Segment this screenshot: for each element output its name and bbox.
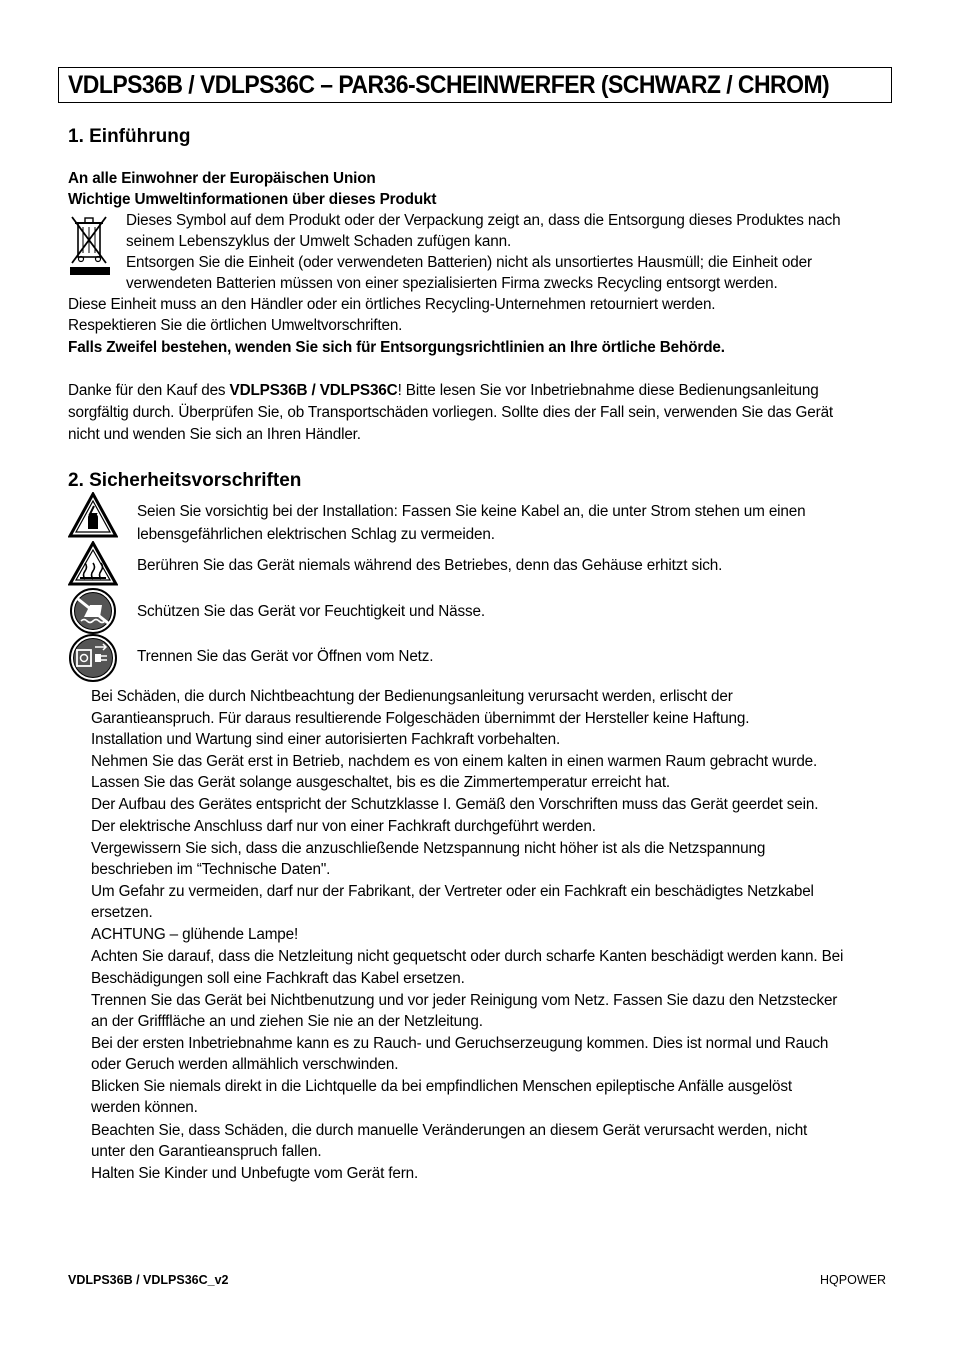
safety-body-line: Beschädigungen soll eine Fachkraft das Kabel ersetzen. — [91, 970, 465, 987]
safety-body-line: Bei der ersten Inbetriebnahme kann es zu Rauch- und Geruchserzeugung kommen. Dies ist normal und Rauch — [91, 1035, 829, 1052]
thanks-post: ! Bitte lesen Sie vor Inbetriebnahme diese Bedienungsanleitung — [397, 382, 819, 399]
safety-text-line: Berühren Sie das Gerät niemals während des Betriebes, denn das Gehäuse erhitzt sich. — [137, 557, 723, 574]
safety-body-line: Garantieanspruch. Für daraus resultierende Folgeschäden übernimmt der Hersteller keine Haftung. — [91, 710, 750, 727]
thanks-model: VDLPS36B / VDLPS36C — [229, 382, 398, 399]
safety-body-line: an der Grifffläche an und ziehen Sie nie an der Netzleitung. — [91, 1013, 483, 1030]
disconnect-mains-icon — [68, 633, 118, 683]
weee-text-line: Entsorgen Sie die Einheit (oder verwendeten Batterien) nicht als unsortiertes Hausmüll; die Einheit oder — [126, 254, 812, 271]
safety-body-line: Bei Schäden, die durch Nichtbeachtung der Bedienungsanleitung verursacht werden, erlischt der — [91, 688, 733, 705]
safety-text-line: Trennen Sie das Gerät vor Öffnen vom Netz. — [137, 648, 434, 665]
safety-body-line: Um Gefahr zu vermeiden, darf nur der Fabrikant, der Vertreter oder ein Fachkraft ein beschädigtes Netzkabel — [91, 883, 814, 900]
safety-body-line: Der elektrische Anschluss darf nur von einer Fachkraft durchgeführt werden. — [91, 818, 596, 835]
hot-surface-warning-icon — [68, 541, 118, 586]
section-heading-safety: 2. Sicherheitsvorschriften — [68, 470, 302, 491]
thanks-pre: Danke für den Kauf des — [68, 382, 230, 399]
safety-text-line: Seien Sie vorsichtig bei der Installation: Fassen Sie keine Kabel an, die unter Strom stehen um einen — [137, 503, 806, 520]
eu-heading: An alle Einwohner der Europäischen Union — [68, 170, 376, 187]
thanks-text — [68, 380, 819, 402]
electric-shock-warning-icon — [68, 492, 118, 538]
page-title-text: VDLPS36B / VDLPS36C – PAR36-SCHEINWERFER (SCHWARZ / CHROM) — [68, 70, 830, 99]
safety-body-line: ersetzen. — [91, 904, 153, 921]
page-title — [58, 67, 892, 103]
footer-brand: HQPOWER — [820, 1273, 886, 1287]
safety-body-line: Nehmen Sie das Gerät erst in Betrieb, nachdem es von einem kalten in einen warmen Raum gebracht wurde. — [91, 753, 818, 770]
thanks-text-line: nicht und wenden Sie sich an Ihren Händler. — [68, 426, 361, 443]
environment-heading: Wichtige Umweltinformationen über dieses Produkt — [68, 191, 437, 208]
safety-text-line: Schützen Sie das Gerät vor Feuchtigkeit und Nässe. — [137, 603, 485, 620]
footer-doc-id: VDLPS36B / VDLPS36C_v2 — [68, 1273, 229, 1287]
safety-body-line: oder Geruch werden allmählich verschwinden. — [91, 1056, 399, 1073]
safety-body-line: werden können. — [91, 1099, 198, 1116]
doubt-text: Falls Zweifel bestehen, wenden Sie sich für Entsorgungsrichtlinien an Ihre örtliche Behörde. — [68, 339, 725, 356]
safety-text-line: lebensgefährlichen elektrischen Schlag zu vermeiden. — [137, 526, 495, 543]
respect-text: Respektieren Sie die örtlichen Umweltvorschriften. — [68, 317, 403, 334]
safety-body-line: Installation und Wartung sind einer autorisierten Fachkraft vorbehalten. — [91, 731, 561, 748]
weee-bin-icon — [68, 211, 112, 277]
safety-body-line: Der Aufbau des Gerätes entspricht der Schutzklasse I. Gemäß den Vorschriften muss das Gerät geerdet sein. — [91, 796, 819, 813]
weee-text-line: seinem Lebenszyklus der Umwelt Schaden zufügen kann. — [126, 233, 512, 250]
safety-body-line: Trennen Sie das Gerät bei Nichtbenutzung und vor jeder Reinigung vom Netz. Fassen Sie dazu den Netzstecker — [91, 992, 838, 1009]
safety-body-line: Halten Sie Kinder und Unbefugte vom Gerät fern. — [91, 1165, 419, 1182]
safety-body-line: Blicken Sie niemals direkt in die Lichtquelle da bei empfindlichen Menschen epileptische Anfälle ausgelöst — [91, 1078, 792, 1095]
thanks-text-line: sorgfältig durch. Überprüfen Sie, ob Transportschäden vorliegen. Sollte dies der Fall sein, verwenden Sie das Gerät — [68, 404, 834, 421]
no-moisture-icon — [68, 587, 118, 635]
safety-body-line: ACHTUNG – glühende Lampe! — [91, 926, 299, 943]
weee-text-line: verwendeten Batterien müssen von einer spezialisierten Firma zwecks Recycling entsorgt werden. — [126, 275, 778, 292]
safety-body-line: beschrieben im “Technische Daten". — [91, 861, 331, 878]
safety-body-line: unter den Garantieanspruch fallen. — [91, 1143, 322, 1160]
safety-body-line: Beachten Sie, dass Schäden, die durch manuelle Veränderungen an diesem Gerät verursacht werden, nicht — [91, 1122, 808, 1139]
safety-body-line: Vergewissern Sie sich, dass die anzuschließende Netzspannung nicht höher ist als die Netzspannung — [91, 840, 766, 857]
weee-text-line: Dieses Symbol auf dem Produkt oder der Verpackung zeigt an, dass die Entsorgung dieses Produktes nach — [126, 212, 841, 229]
safety-body-line: Achten Sie darauf, dass die Netzleitung nicht gequetscht oder durch scharfe Kanten beschädigt werden kann. Bei — [91, 948, 844, 965]
return-text: Diese Einheit muss an den Händler oder ein örtliches Recycling-Unternehmen retourniert werden. — [68, 296, 716, 313]
safety-body-line: Lassen Sie das Gerät solange ausgeschaltet, bis es die Zimmertemperatur erreicht hat. — [91, 774, 671, 791]
section-heading-introduction: 1. Einführung — [68, 126, 191, 147]
